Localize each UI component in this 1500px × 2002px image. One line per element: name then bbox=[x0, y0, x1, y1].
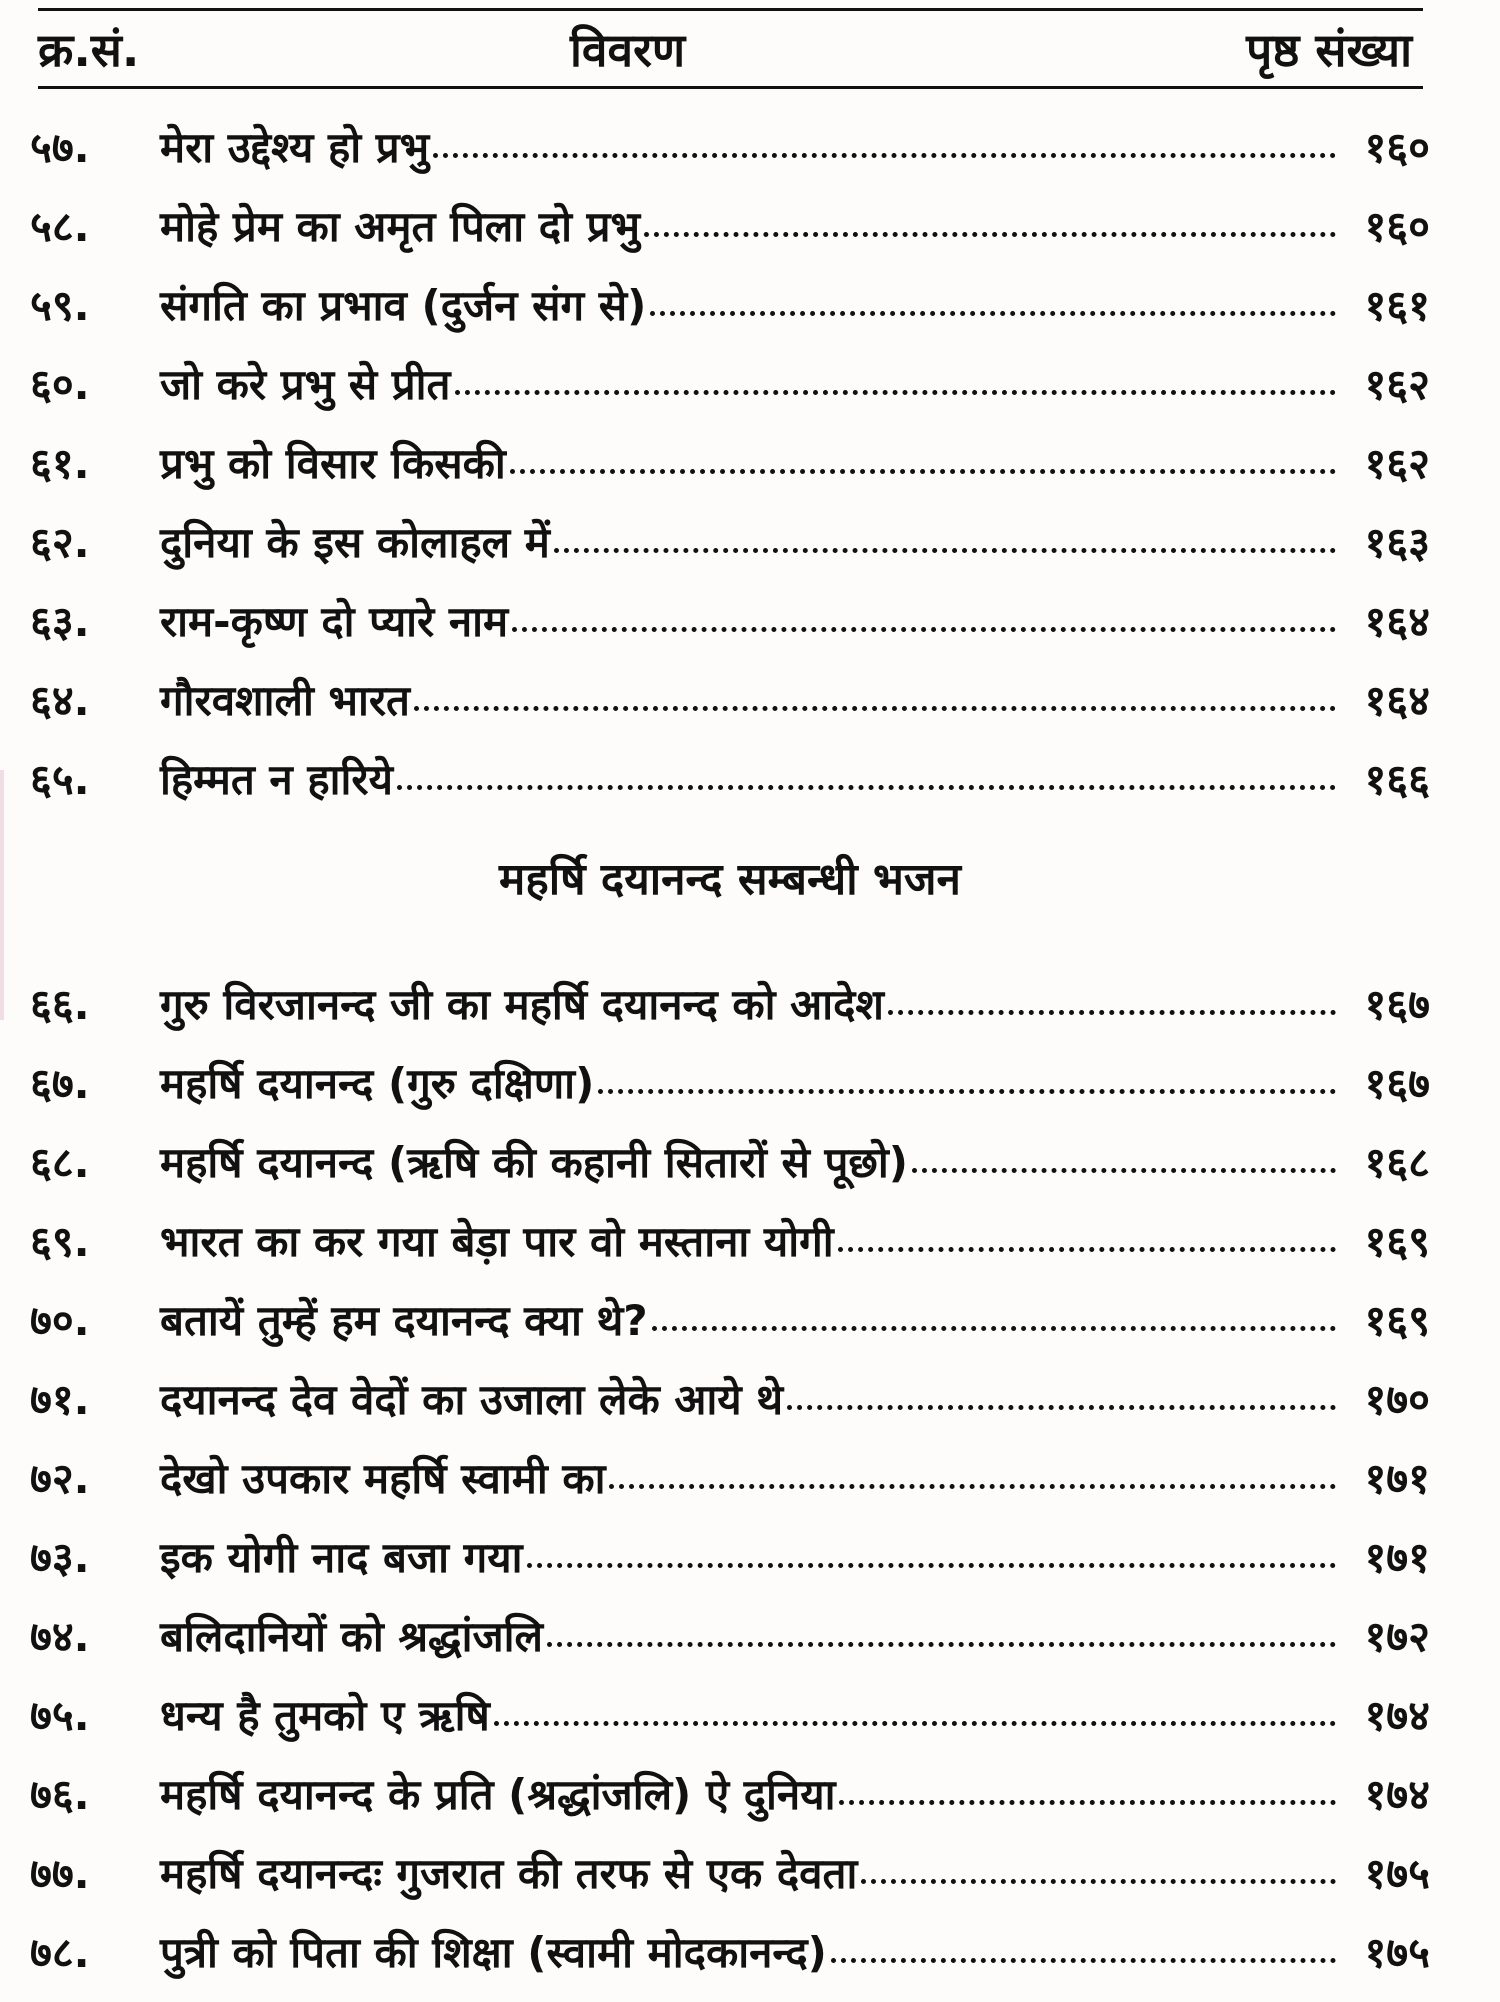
entry-number: ६९. bbox=[30, 1217, 90, 1266]
entry-title: महर्षि दयानन्द के प्रति (श्रद्धांजलि) ऐ दुनिया bbox=[160, 1770, 836, 1819]
entry-page-number: १७० bbox=[1364, 1375, 1430, 1424]
entry-number: ७४. bbox=[30, 1612, 90, 1661]
dot-leader bbox=[888, 1010, 1336, 1015]
toc-entry bbox=[30, 434, 1430, 513]
dot-leader bbox=[609, 1484, 1336, 1489]
entry-number: ७०. bbox=[30, 1296, 90, 1345]
entry-title: देखो उपकार महर्षि स्वामी का bbox=[160, 1454, 606, 1503]
entry-title: दुनिया के इस कोलाहल में bbox=[160, 518, 550, 567]
entry-number: ६४. bbox=[30, 676, 90, 725]
toc-entry bbox=[30, 1291, 1430, 1370]
toc-entry bbox=[30, 1370, 1430, 1449]
dot-leader bbox=[650, 311, 1336, 316]
entry-page-number: १६९ bbox=[1364, 1296, 1430, 1345]
entry-title: मेरा उद्देश्य हो प्रभु bbox=[160, 123, 430, 172]
entry-number: ७६. bbox=[30, 1770, 90, 1819]
toc-entry bbox=[30, 1528, 1430, 1607]
entry-number: ५९. bbox=[30, 281, 90, 330]
dot-leader bbox=[510, 469, 1336, 474]
toc-entry bbox=[30, 1054, 1430, 1133]
entry-title: जो करे प्रभु से प्रीत bbox=[160, 360, 451, 409]
entry-number: ६५. bbox=[30, 755, 90, 804]
column-header-description: विवरण bbox=[570, 23, 686, 77]
toc-entry bbox=[30, 276, 1430, 355]
entry-number: ७७. bbox=[30, 1849, 90, 1898]
entry-number: ५७. bbox=[30, 123, 90, 172]
entry-page-number: १७५ bbox=[1364, 1849, 1430, 1898]
dot-leader bbox=[652, 1326, 1336, 1331]
toc-entry bbox=[30, 671, 1430, 750]
dot-leader bbox=[912, 1168, 1336, 1173]
dot-leader bbox=[839, 1800, 1336, 1805]
entry-page-number: १६२ bbox=[1364, 439, 1430, 488]
entry-number: ७३. bbox=[30, 1533, 90, 1582]
entry-number: ६३. bbox=[30, 597, 90, 646]
entry-number: ७२. bbox=[30, 1454, 90, 1503]
toc-entry bbox=[30, 1765, 1430, 1844]
entry-page-number: १६१ bbox=[1364, 281, 1430, 330]
entry-number: ६६. bbox=[30, 980, 90, 1029]
toc-entry bbox=[30, 592, 1430, 671]
entry-page-number: १६४ bbox=[1364, 676, 1430, 725]
entry-number: ७५. bbox=[30, 1691, 90, 1740]
header-bottom-rule bbox=[38, 86, 1423, 89]
dot-leader bbox=[787, 1405, 1336, 1410]
toc-entry bbox=[30, 1923, 1430, 2002]
entry-page-number: १७१ bbox=[1364, 1454, 1430, 1503]
entry-page-number: १७४ bbox=[1364, 1770, 1430, 1819]
entry-title: महर्षि दयानन्दः गुजरात की तरफ से एक देवता bbox=[160, 1849, 858, 1898]
entry-title: महर्षि दयानन्द (गुरु दक्षिणा) bbox=[160, 1059, 595, 1108]
entry-title: पुत्री को पिता की शिक्षा (स्वामी मोदकानन्द) bbox=[160, 1928, 827, 1977]
entry-number: ६७. bbox=[30, 1059, 90, 1108]
toc-entry bbox=[30, 1449, 1430, 1528]
entry-title: इक योगी नाद बजा गया bbox=[160, 1533, 523, 1582]
dot-leader bbox=[547, 1642, 1336, 1647]
entry-title: राम-कृष्ण दो प्यारे नाम bbox=[160, 597, 509, 646]
entry-title: दयानन्द देव वेदों का उजाला लेके आये थे bbox=[160, 1375, 784, 1424]
toc-entry bbox=[30, 975, 1430, 1054]
entry-title: भारत का कर गया बेड़ा पार वो मस्ताना योगी bbox=[160, 1217, 834, 1266]
entry-page-number: १७१ bbox=[1364, 1533, 1430, 1582]
entry-page-number: १६६ bbox=[1364, 755, 1430, 804]
entry-page-number: १६२ bbox=[1364, 360, 1430, 409]
toc-entries-part2 bbox=[30, 975, 1430, 2002]
dot-leader bbox=[414, 706, 1336, 711]
entry-page-number: १६७ bbox=[1364, 1059, 1430, 1108]
toc-entry bbox=[30, 197, 1430, 276]
entry-number: ७१. bbox=[30, 1375, 90, 1424]
dot-leader bbox=[861, 1879, 1336, 1884]
entry-page-number: १७५ bbox=[1364, 1928, 1430, 1977]
toc-entry bbox=[30, 1686, 1430, 1765]
dot-leader bbox=[433, 153, 1336, 158]
entry-title: हिम्मत न हारिये bbox=[160, 755, 393, 804]
entry-number: ६१. bbox=[30, 439, 90, 488]
dot-leader bbox=[838, 1247, 1336, 1252]
entry-title: गुरु विरजानन्द जी का महर्षि दयानन्द को आदेश bbox=[160, 980, 884, 1029]
dot-leader bbox=[494, 1721, 1336, 1726]
toc-entry bbox=[30, 1133, 1430, 1212]
toc-entry bbox=[30, 513, 1430, 592]
dot-leader bbox=[644, 232, 1336, 237]
entry-page-number: १७२ bbox=[1364, 1612, 1430, 1661]
entry-number: ५८. bbox=[30, 202, 90, 251]
toc-entry bbox=[30, 750, 1430, 829]
entry-number: ६०. bbox=[30, 360, 90, 409]
entry-page-number: १६० bbox=[1364, 123, 1430, 172]
toc-entry bbox=[30, 118, 1430, 197]
entry-page-number: १६० bbox=[1364, 202, 1430, 251]
dot-leader bbox=[527, 1563, 1336, 1568]
dot-leader bbox=[397, 785, 1336, 790]
entry-number: ६८. bbox=[30, 1138, 90, 1187]
dot-leader bbox=[512, 627, 1336, 632]
dot-leader bbox=[831, 1958, 1336, 1963]
dot-leader bbox=[598, 1089, 1336, 1094]
column-header-page-number: पृष्ठ संख्या bbox=[1246, 23, 1412, 77]
toc-entry bbox=[30, 1212, 1430, 1291]
entry-title: बलिदानियों को श्रद्धांजलि bbox=[160, 1612, 544, 1661]
entry-title: प्रभु को विसार किसकी bbox=[160, 439, 506, 488]
entry-number: ७८. bbox=[30, 1928, 90, 1977]
entry-page-number: १६३ bbox=[1364, 518, 1430, 567]
header-top-rule bbox=[38, 8, 1423, 11]
entry-page-number: १६४ bbox=[1364, 597, 1430, 646]
entry-title: गौरवशाली भारत bbox=[160, 676, 410, 725]
entry-number: ६२. bbox=[30, 518, 90, 567]
entry-title: बतायें तुम्हें हम दयानन्द क्या थे? bbox=[160, 1296, 648, 1345]
entry-page-number: १६९ bbox=[1364, 1217, 1430, 1266]
entry-title: मोहे प्रेम का अमृत पिला दो प्रभु bbox=[160, 202, 641, 251]
column-header-serial-number: क्र.सं. bbox=[38, 23, 140, 77]
toc-entry bbox=[30, 1844, 1430, 1923]
entry-page-number: १६७ bbox=[1364, 980, 1430, 1029]
toc-entry bbox=[30, 355, 1430, 434]
entry-title: महर्षि दयानन्द (ऋषि की कहानी सितारों से पूछो) bbox=[160, 1138, 908, 1187]
entry-page-number: १६८ bbox=[1364, 1138, 1430, 1187]
section-heading: महर्षि दयानन्द सम्बन्धी भजन bbox=[499, 854, 961, 905]
dot-leader bbox=[554, 548, 1336, 553]
toc-entries-part1 bbox=[30, 118, 1430, 829]
margin-mark bbox=[0, 770, 4, 1020]
table-of-contents-page bbox=[30, 0, 1430, 2000]
toc-entry bbox=[30, 1607, 1430, 1686]
entry-title: संगति का प्रभाव (दुर्जन संग से) bbox=[160, 281, 647, 330]
dot-leader bbox=[455, 390, 1337, 395]
entry-title: धन्य है तुमको ए ऋषि bbox=[160, 1691, 490, 1740]
entry-page-number: १७४ bbox=[1364, 1691, 1430, 1740]
